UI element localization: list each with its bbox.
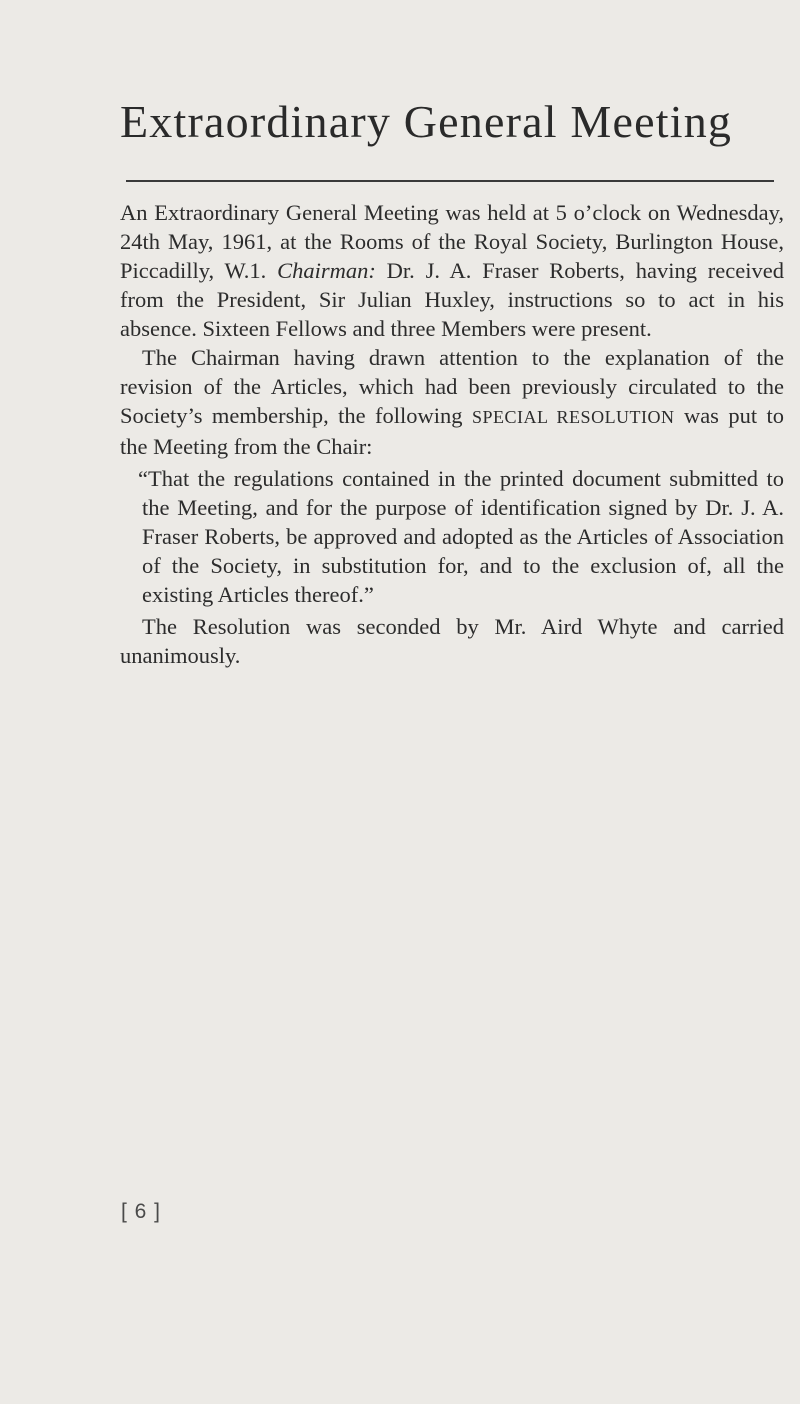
intro-text-1: An Extraordinary General Meeting was held at 5 o’clock on Wednesday, 24th May, 1961, at the Rooms of the Royal Society, Burlington House, Piccadilly, W.1. — [120, 200, 784, 283]
page-number: [ 6 ] — [121, 1200, 162, 1223]
title-divider — [126, 180, 774, 182]
page-title: Extraordinary General Meeting — [120, 96, 733, 147]
document-body — [120, 198, 784, 670]
attention-text-1: The Chairman having drawn attention to the explanation of the revision of the Articles, which had been previously circulated to the Society’s membership, the following — [120, 345, 784, 428]
intro-text-2: Dr. J. A. Fraser Roberts, having received from the President, Sir Julian Huxley, instructions so to act in his absence. Sixteen Fellows and three Members were present. — [120, 258, 784, 341]
chairman-label: Chairman: — [277, 258, 376, 283]
intro-paragraph — [120, 198, 784, 343]
resolution-quote: “That the regulations contained in the printed document submitted to the Meeting, and for the purpose of identification signed by Dr. J. A. Fraser Roberts, be approved and adopted as the Articles of Association of the Society, in substitution for, and to the exclusion of, all the existing Articles thereof.” — [138, 466, 784, 607]
seconded-paragraph: The Resolution was seconded by Mr. Aird Whyte and carried unanimously. — [120, 614, 784, 668]
attention-text-2: was put to the Meeting from the Chair: — [120, 403, 784, 459]
attention-paragraph — [120, 343, 784, 461]
special-resolution-label: SPECIAL RESOLUTION — [471, 407, 675, 427]
